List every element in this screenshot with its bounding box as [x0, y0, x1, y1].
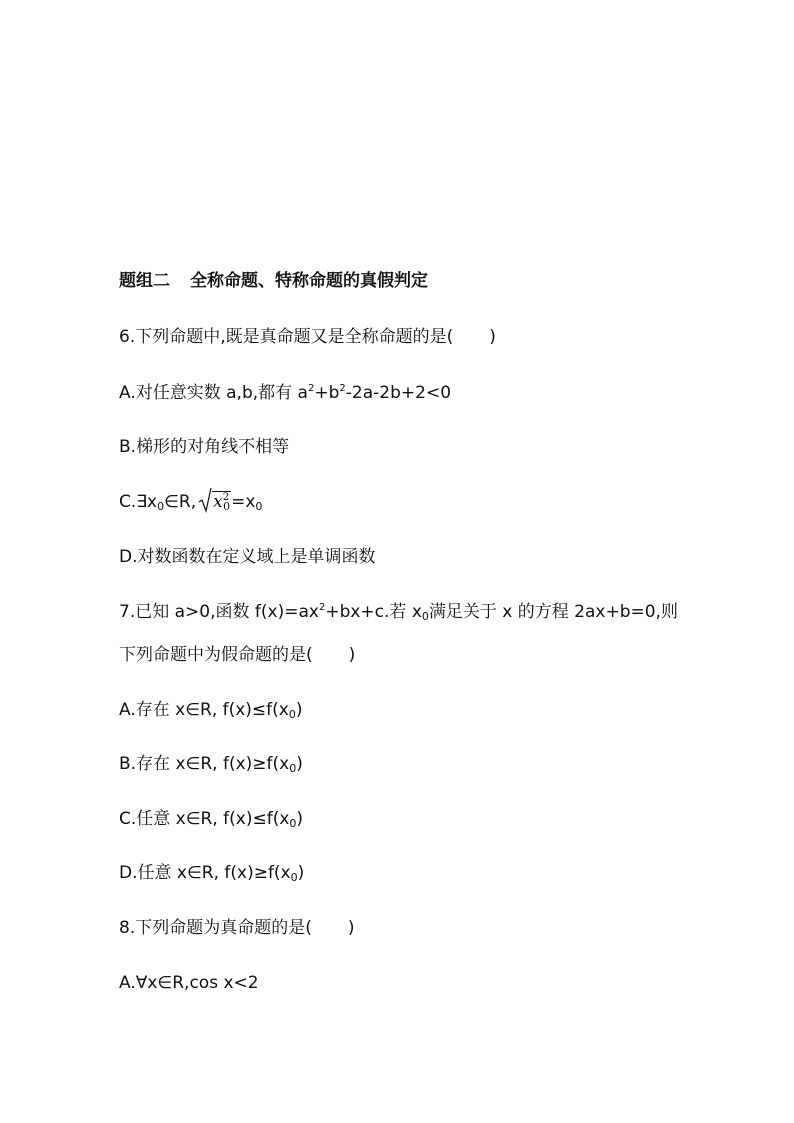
question-7-text: 满足关于 x 的方程 2ax+b=0,则 — [428, 602, 678, 622]
question-8-text: 8.下列命题为真命题的是( — [119, 918, 312, 938]
option-b-text: B.存在 x∈R, f(x)≥f(x — [119, 754, 290, 774]
superscript: 2 — [339, 383, 346, 394]
option-a-text: ) — [295, 700, 303, 720]
option-a-text: -2a-2b+2<0 — [345, 383, 452, 403]
option-a-text: +b — [314, 383, 340, 403]
question-8-close: ) — [347, 918, 355, 938]
section-title-group: 题组二 — [119, 271, 170, 291]
option-d-text: D.对数函数在定义域上是单调函数 — [119, 547, 376, 567]
question-6-close: ) — [489, 327, 496, 347]
radical-sign-icon — [198, 487, 212, 513]
question-6-option-b — [119, 436, 289, 458]
subscript: 0 — [290, 871, 298, 884]
section-heading — [119, 270, 428, 292]
question-7-option-b — [119, 753, 303, 775]
option-a-text: A.对任意实数 a,b,都有 a — [119, 383, 308, 403]
question-6-text: 6.下列命题中,既是真命题又是全称命题的是( — [119, 327, 454, 347]
subscript: 0 — [157, 500, 165, 513]
radicand-variable: x — [213, 492, 223, 512]
subscript: 0 — [289, 762, 297, 775]
option-c-text: C.∃x — [119, 492, 158, 512]
option-d-text: D.任意 x∈R, f(x)≥f(x — [119, 863, 291, 883]
question-6-option-c — [119, 491, 262, 513]
section-title-topic: 全称命题、特称命题的真假判定 — [190, 271, 428, 291]
superscript: 2 — [222, 492, 230, 503]
question-7-stem-line-2 — [119, 644, 355, 666]
question-7-stem-line-1 — [119, 601, 678, 623]
option-c-text: ∈R, — [164, 492, 197, 512]
question-8-option-a — [119, 972, 259, 994]
question-7-text: 下列命题中为假命题的是( — [119, 645, 313, 665]
question-7-text: +bx+c.若 x — [325, 602, 422, 622]
question-7-close: ) — [348, 645, 356, 665]
subscript: 0 — [289, 817, 297, 830]
option-b-text: ) — [296, 754, 303, 774]
option-c-text: C.任意 x∈R, f(x)≤f(x — [119, 809, 290, 829]
subscript: 0 — [255, 500, 263, 513]
option-b-text: B.梯形的对角线不相等 — [119, 437, 290, 457]
question-7-option-c — [119, 808, 303, 830]
subscript: 0 — [223, 500, 231, 513]
option-c-text: ) — [296, 809, 304, 829]
question-6-option-d — [119, 546, 376, 568]
subscript: 0 — [421, 610, 429, 623]
question-6-option-a — [119, 382, 451, 404]
superscript: 2 — [307, 383, 315, 394]
question-8-stem — [119, 917, 355, 939]
question-6-stem — [119, 326, 496, 348]
option-a-text: A.∀x∈R,cos x<2 — [119, 973, 259, 993]
subscript: 0 — [288, 708, 296, 721]
superscript: 2 — [318, 602, 326, 613]
question-7-text: 7.已知 a>0,函数 f(x)=ax — [119, 602, 319, 622]
option-d-text: ) — [297, 863, 305, 883]
option-a-text: A.存在 x∈R, f(x)≤f(x — [119, 700, 289, 720]
question-7-option-d — [119, 862, 304, 884]
question-7-option-a — [119, 699, 303, 721]
square-root-expression — [198, 491, 231, 513]
option-c-text: =x — [231, 492, 256, 512]
